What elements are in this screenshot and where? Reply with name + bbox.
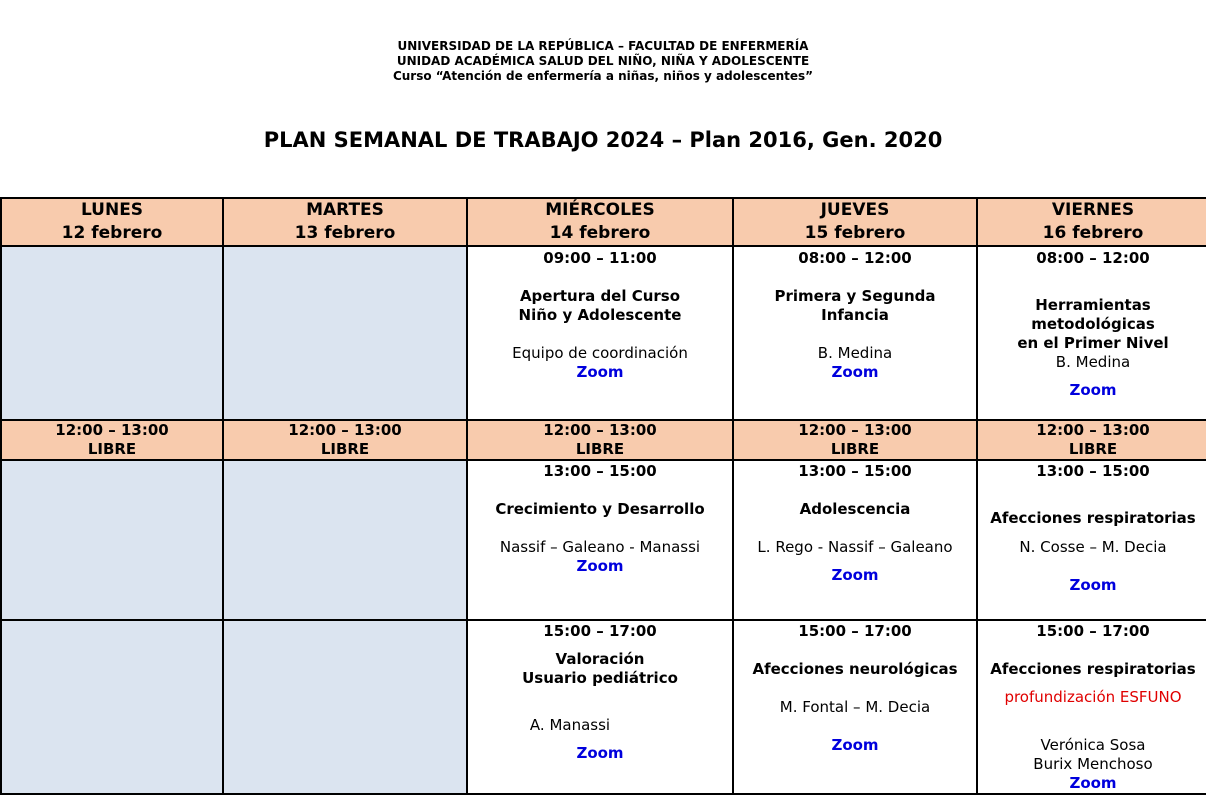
- zoom-link[interactable]: Zoom: [831, 363, 879, 381]
- afternoon-row-2: [1, 620, 1206, 794]
- university-header: UNIVERSIDAD DE LA REPÚBLICA – FACULTAD DE ENFERMERÍA: [397, 39, 809, 53]
- zoom-link[interactable]: Zoom: [1069, 576, 1117, 594]
- zoom-link[interactable]: Zoom: [1069, 774, 1117, 792]
- day-date: 14 febrero: [549, 223, 651, 243]
- session-time: 13:00 – 15:00: [1036, 462, 1150, 480]
- session-respiratorias: [977, 460, 1206, 620]
- session-staff: Nassif – Galeano - Manassi: [499, 538, 701, 556]
- lunch-cell: [733, 420, 977, 460]
- session-staff: B. Medina: [817, 344, 893, 362]
- session-staff: Verónica Sosa: [1040, 736, 1146, 754]
- lunch-label: LIBRE: [1068, 440, 1118, 458]
- day-header-tuesday: [223, 198, 467, 246]
- session-title: Afecciones respiratorias: [990, 509, 1196, 527]
- session-note: profundización ESFUNO: [1004, 688, 1182, 706]
- lunch-cell: [1, 420, 223, 460]
- empty-cell: [1, 246, 223, 420]
- empty-cell: [223, 620, 467, 794]
- day-name: MIÉRCOLES: [545, 200, 655, 220]
- lunch-time: 12:00 – 13:00: [55, 421, 169, 439]
- zoom-link[interactable]: Zoom: [1069, 381, 1117, 399]
- day-header-wednesday: [467, 198, 733, 246]
- session-title: metodológicas: [1031, 315, 1155, 333]
- session-infancia: [733, 246, 977, 420]
- lunch-label: LIBRE: [575, 440, 625, 458]
- empty-cell: [223, 246, 467, 420]
- session-title: en el Primer Nivel: [1017, 334, 1169, 352]
- session-staff: N. Cosse – M. Decia: [1019, 538, 1167, 556]
- session-title: Primera y Segunda: [774, 287, 936, 305]
- lunch-time: 12:00 – 13:00: [288, 421, 402, 439]
- weekly-plan-table: [0, 197, 1206, 795]
- session-time: 13:00 – 15:00: [543, 462, 657, 480]
- session-time: 08:00 – 12:00: [798, 249, 912, 267]
- session-time: 08:00 – 12:00: [1036, 249, 1150, 267]
- session-apertura: [467, 246, 733, 420]
- lunch-time: 12:00 – 13:00: [798, 421, 912, 439]
- session-time: 13:00 – 15:00: [798, 462, 912, 480]
- session-respiratorias-esfuno: [977, 620, 1206, 794]
- session-staff: Burix Menchoso: [1033, 755, 1153, 773]
- session-title: Adolescencia: [799, 500, 911, 518]
- day-header-row: [1, 198, 1206, 246]
- session-staff: A. Manassi: [529, 716, 611, 734]
- session-herramientas: [977, 246, 1206, 420]
- empty-cell: [1, 620, 223, 794]
- session-neurologicas: [733, 620, 977, 794]
- morning-row: [1, 246, 1206, 420]
- day-name: LUNES: [80, 200, 144, 220]
- day-name: MARTES: [306, 200, 384, 220]
- session-time: 15:00 – 17:00: [1036, 622, 1150, 640]
- lunch-label: LIBRE: [830, 440, 880, 458]
- lunch-cell: [223, 420, 467, 460]
- day-header-thursday: [733, 198, 977, 246]
- lunch-cell: [977, 420, 1206, 460]
- afternoon-row-1: [1, 460, 1206, 620]
- empty-cell: [223, 460, 467, 620]
- session-title: Crecimiento y Desarrollo: [495, 500, 705, 518]
- day-date: 16 febrero: [1042, 223, 1144, 243]
- zoom-link[interactable]: Zoom: [831, 566, 879, 584]
- session-staff: M. Fontal – M. Decia: [779, 698, 931, 716]
- empty-cell: [1, 460, 223, 620]
- session-title: Herramientas: [1035, 296, 1151, 314]
- session-title: Valoración: [555, 650, 645, 668]
- day-header-friday: [977, 198, 1206, 246]
- day-header-monday: [1, 198, 223, 246]
- lunch-label: LIBRE: [87, 440, 137, 458]
- day-name: JUEVES: [820, 200, 890, 220]
- session-title: Apertura del Curso: [519, 287, 681, 305]
- session-staff: B. Medina: [1055, 353, 1131, 371]
- page-title: PLAN SEMANAL DE TRABAJO 2024 – Plan 2016, Gen. 2020: [263, 128, 943, 152]
- session-time: 15:00 – 17:00: [543, 622, 657, 640]
- course-header: Curso “Atención de enfermería a niñas, niños y adolescentes”: [392, 69, 814, 83]
- session-staff: Equipo de coordinación: [512, 344, 688, 362]
- zoom-link[interactable]: Zoom: [576, 363, 624, 381]
- session-title: Infancia: [821, 306, 889, 324]
- lunch-label: LIBRE: [320, 440, 370, 458]
- session-time: 15:00 – 17:00: [798, 622, 912, 640]
- day-date: 13 febrero: [294, 223, 396, 243]
- lunch-time: 12:00 – 13:00: [543, 421, 657, 439]
- session-title: Afecciones neurológicas: [752, 660, 958, 678]
- zoom-link[interactable]: Zoom: [831, 736, 879, 754]
- day-name: VIERNES: [1051, 200, 1135, 220]
- session-staff: L. Rego - Nassif – Galeano: [757, 538, 953, 556]
- session-valoracion: [467, 620, 733, 794]
- session-time: 09:00 – 11:00: [543, 249, 657, 267]
- session-title: Niño y Adolescente: [518, 306, 682, 324]
- zoom-link[interactable]: Zoom: [576, 744, 624, 762]
- lunch-row: [1, 420, 1206, 460]
- session-title: Usuario pediátrico: [522, 669, 678, 687]
- lunch-cell: [467, 420, 733, 460]
- day-date: 12 febrero: [61, 223, 163, 243]
- session-crecimiento: [467, 460, 733, 620]
- session-title: Afecciones respiratorias: [990, 660, 1196, 678]
- lunch-time: 12:00 – 13:00: [1036, 421, 1150, 439]
- session-adolescencia: [733, 460, 977, 620]
- unit-header: UNIDAD ACADÉMICA SALUD DEL NIÑO, NIÑA Y ADOLESCENTE: [396, 54, 810, 68]
- zoom-link[interactable]: Zoom: [576, 557, 624, 575]
- day-date: 15 febrero: [804, 223, 906, 243]
